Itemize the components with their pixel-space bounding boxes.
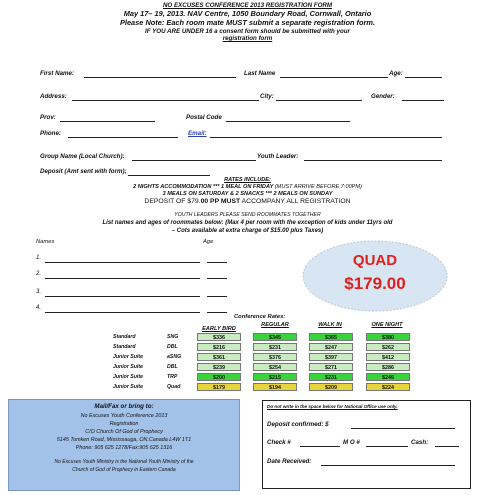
rate-row-room: Standard — [113, 334, 136, 340]
roommate-name-field-1[interactable] — [45, 262, 200, 263]
roommate-age-field-3[interactable] — [207, 296, 227, 297]
phone-label: Phone: — [40, 130, 61, 137]
cash-label: Cash: — [411, 439, 429, 446]
column-regular: REGULAR — [261, 322, 289, 328]
mail-line: Registration — [109, 421, 139, 427]
rate-row-type: Quad — [167, 384, 181, 390]
rate-row-type: TRP — [167, 374, 178, 380]
date-received-label: Date Received: — [267, 458, 312, 465]
mail-line: No Excuses Youth Conference 2013 — [80, 413, 168, 419]
office-use-note: Do not write in the space below for National Office use only. — [267, 404, 398, 409]
roommate-number-1: 1. — [36, 255, 42, 261]
postal-code-label: Postal Code — [186, 114, 222, 121]
address-field[interactable] — [72, 100, 259, 101]
rate-cell: $194 — [253, 383, 297, 391]
city-label: City: — [260, 93, 274, 100]
address-label: Address: — [40, 93, 67, 100]
rate-cell: $271 — [309, 363, 353, 371]
group-name-field[interactable] — [132, 160, 256, 161]
gender-field[interactable] — [402, 100, 444, 101]
email-field[interactable] — [210, 137, 442, 138]
roommate-age-field-2[interactable] — [207, 278, 227, 279]
roommate-name-field-2[interactable] — [45, 278, 200, 279]
rate-cell: $200 — [197, 373, 241, 381]
cots-note: – Cots available at extra charge of $15.00 plus Taxes) — [171, 228, 324, 234]
postal-code-field[interactable] — [226, 121, 350, 122]
form-title: NO EXCUSES CONFERENCE 2013 REGISTRATION FORM — [162, 2, 333, 9]
roommate-name-field-3[interactable] — [45, 296, 200, 297]
consent-note: IF YOU ARE UNDER 16 a consent form should be submitted with your — [145, 28, 350, 35]
roommates-instructions: List names and ages of roommates below: (Max 4 per room with the exception of kids under 11yrs old — [102, 220, 393, 226]
age-field[interactable] — [405, 77, 442, 78]
rate-cell: $254 — [253, 363, 297, 371]
rate-cell: $376 — [253, 353, 297, 361]
rate-cell: $216 — [197, 343, 241, 351]
names-column-label: Names — [36, 239, 55, 245]
deposit-confirmed-label: Deposit confirmed: $ — [267, 421, 329, 428]
rate-cell: $215 — [253, 373, 297, 381]
rate-cell: $361 — [197, 353, 241, 361]
rate-row-room: Junior Suite — [113, 384, 143, 390]
mail-ministry-note-2: Church of God of Prophecy in Eastern Canada — [72, 467, 176, 473]
quad-price: $179.00 — [344, 274, 406, 293]
column-early-bird: EARLY BIRD — [202, 326, 236, 332]
rates-include-line1: 2 NIGHTS ACCOMMODATION *** 1 MEAL ON FRIDAY (MUST ARRIVE BEFORE 7:00PM) — [133, 184, 362, 190]
deposit-confirmed-field[interactable] — [351, 428, 455, 429]
rate-row-room: Junior Suite — [113, 364, 143, 370]
last-name-label: Last Name — [244, 70, 276, 77]
rate-cell: $179 — [197, 383, 241, 391]
age-column-label: Age — [203, 239, 214, 245]
roommate-number-3: 3. — [36, 289, 42, 295]
age-label: Age: — [389, 70, 403, 77]
mail-address: 5145 Tomken Road, Mississauga, ON.Canada L4W 1T1 — [56, 437, 192, 443]
roommate-age-field-4[interactable] — [207, 312, 227, 313]
rate-cell: $262 — [366, 343, 410, 351]
deposit-requirement: DEPOSIT OF $79.00 PP MUST ACCOMPANY ALL REGISTRATION — [144, 198, 351, 205]
deposit-field[interactable] — [128, 175, 210, 176]
rate-row-room: Junior Suite — [113, 354, 143, 360]
rate-cell: $412 — [366, 353, 410, 361]
rate-cell: $231 — [253, 343, 297, 351]
rate-cell: $345 — [253, 333, 297, 341]
rate-cell: $209 — [309, 383, 353, 391]
rate-row-room: Standard — [113, 344, 136, 350]
rate-row-type: DBL — [167, 364, 178, 370]
rate-row-type: aSNG — [167, 354, 182, 360]
date-received-field[interactable] — [321, 465, 455, 466]
city-field[interactable] — [276, 100, 362, 101]
rate-cell: $380 — [366, 333, 410, 341]
check-number-field[interactable] — [300, 446, 340, 447]
mail-to-box — [8, 399, 240, 491]
event-dates-location: May 17– 19, 2013. NAV Centre, 1050 Boundary Road, Cornwall, Ontario — [123, 9, 372, 18]
mail-title: Mail/Fax or bring to: — [94, 403, 154, 410]
rate-cell: $247 — [309, 343, 353, 351]
rate-cell: $224 — [366, 383, 410, 391]
youth-leader-field[interactable] — [304, 160, 442, 161]
group-name-label: Group Name (Local Church): — [40, 153, 125, 160]
rate-row-type: SNG — [167, 334, 179, 340]
phone-field[interactable] — [68, 137, 178, 138]
rates-include-title: RATES INCLUDE: — [224, 177, 271, 183]
cash-field[interactable] — [435, 446, 459, 447]
rate-cell: $246 — [366, 373, 410, 381]
money-order-field[interactable] — [366, 446, 408, 447]
money-order-label: M O # — [343, 439, 360, 446]
rate-cell: $286 — [366, 363, 410, 371]
prov-field[interactable] — [60, 121, 155, 122]
email-label: Email: — [188, 130, 207, 137]
rates-include-line2: 3 MEALS ON SATURDAY & 2 SNACKS *** 2 MEALS ON SUNDAY — [162, 191, 333, 197]
roommate-age-field-1[interactable] — [207, 262, 227, 263]
rate-cell: $336 — [197, 333, 241, 341]
consent-note-2: registration form — [222, 35, 273, 42]
youth-leader-label: Youth Leader: — [257, 153, 299, 160]
deposit-label: Deposit (Amt sent with form); — [40, 168, 127, 175]
office-use-box — [262, 400, 471, 489]
roommate-number-4: 4. — [36, 305, 42, 311]
gender-label: Gender: — [371, 93, 395, 100]
column-walk-in: WALK IN — [318, 322, 342, 328]
mail-phone-fax: Phone: 905 625 1278/Fax:905 625 1316 — [75, 445, 173, 451]
first-name-label: First Name: — [40, 70, 75, 77]
rate-cell: $365 — [309, 333, 353, 341]
rate-cell: $239 — [197, 363, 241, 371]
conference-rates-title: Conference Rates: — [234, 314, 286, 320]
mail-ministry-note: No Excuses Youth Ministry is the National Youth Ministry of the — [54, 459, 194, 465]
prov-label: Prov: — [40, 114, 56, 121]
check-number-label: Check # — [267, 439, 291, 446]
roommate-number-2: 2. — [36, 271, 42, 277]
rate-row-room: Junior Suite — [113, 374, 143, 380]
rate-cell: $397 — [309, 353, 353, 361]
quad-label: QUAD — [352, 252, 398, 269]
mail-line: C/O Church Of God of Prophecy — [85, 429, 163, 435]
roommate-name-field-4[interactable] — [45, 312, 200, 313]
youth-leaders-notice: YOUTH LEADERS PLEASE SEND ROOMMATES TOGETHER — [174, 212, 321, 218]
last-name-field[interactable] — [280, 77, 388, 78]
first-name-field[interactable] — [84, 77, 236, 78]
roommate-note: Please Note: Each room mate MUST submit a separate registration form. — [119, 18, 376, 27]
rate-row-type: DBL — [167, 344, 178, 350]
rate-cell: $231 — [309, 373, 353, 381]
column-one-night: ONE NIGHT — [371, 322, 403, 328]
